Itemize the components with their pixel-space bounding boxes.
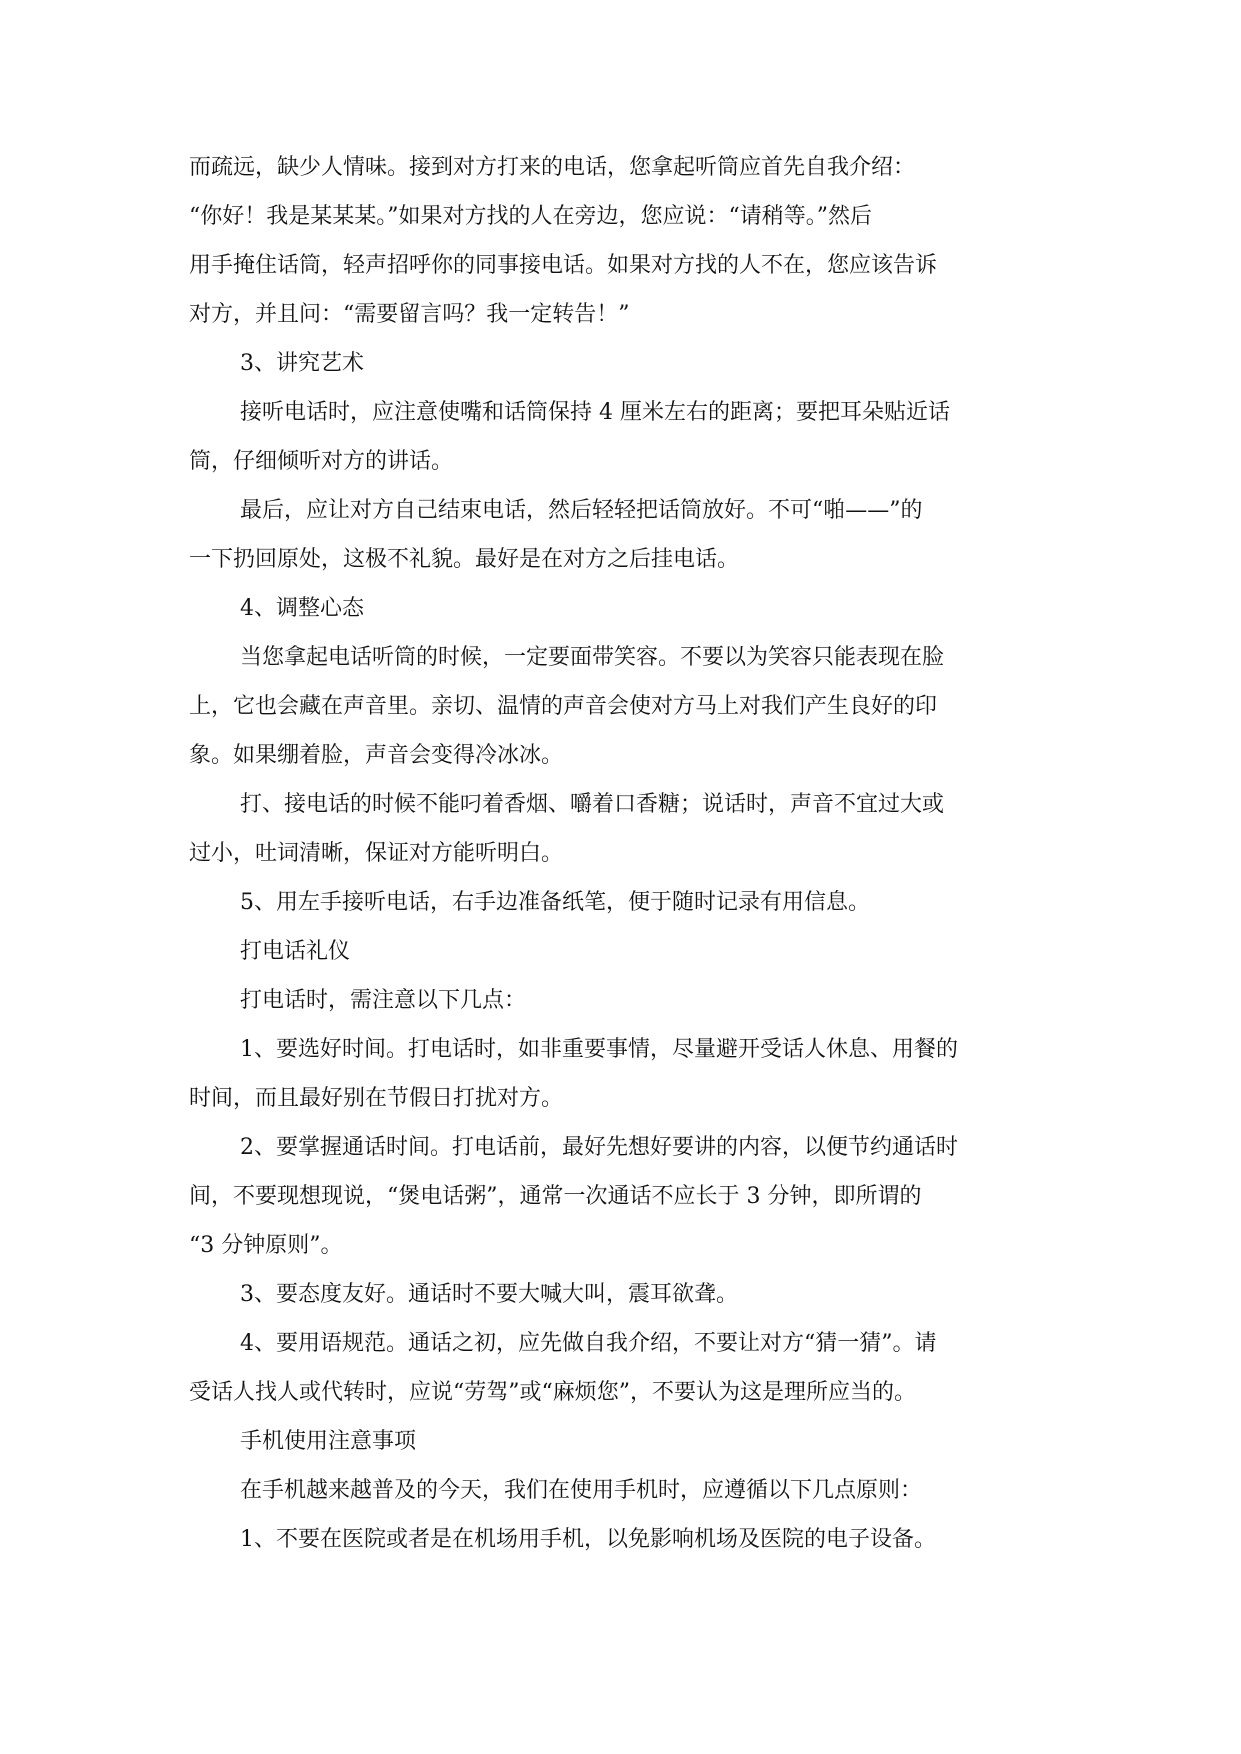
text-line: 一下扔回原处，这极不礼貌。最好是在对方之后挂电话。 [189,547,740,572]
text-line: 4、调整心态 [240,596,364,621]
text-line: 对方，并且问：“需要留言吗？我一定转告！” [189,302,630,327]
text-line: 间，不要现想现说，“煲电话粥”，通常一次通话不应长于 3 分钟，即所谓的 [189,1184,922,1209]
text-line: 3、要态度友好。通话时不要大喊大叫，震耳欲聋。 [240,1282,738,1307]
text-line: 用手掩住话筒，轻声招呼你的同事接电话。如果对方找的人不在，您应该告诉 [189,253,938,278]
text-line: “3 分钟原则”。 [189,1233,343,1258]
text-line: 在手机越来越普及的今天，我们在使用手机时，应遵循以下几点原则： [240,1478,923,1503]
text-line: 手机使用注意事项 [240,1429,417,1454]
text-line: 过小，吐词清晰，保证对方能听明白。 [189,841,564,866]
text-line: 5、用左手接听电话，右手边准备纸笔，便于随时记录有用信息。 [240,890,870,915]
text-line: 时间，而且最好别在节假日打扰对方。 [189,1086,564,1111]
text-line: 受话人找人或代转时，应说“劳驾”或“麻烦您”，不要认为这是理所应当的。 [189,1380,916,1405]
text-line: 打电话时，需注意以下几点： [240,988,527,1013]
text-line: 象。如果绷着脸，声音会变得冷冰冰。 [189,743,564,768]
text-line: 而疏远，缺少人情味。接到对方打来的电话，您拿起听筒应首先自我介绍： [189,155,916,180]
text-line: 接听电话时，应注意使嘴和话筒保持 4 厘米左右的距离；要把耳朵贴近话 [240,400,950,425]
text-line: 1、要选好时间。打电话时，如非重要事情，尽量避开受话人休息、用餐的 [240,1037,958,1062]
text-line: 4、要用语规范。通话之初，应先做自我介绍，不要让对方“猜一猜”。请 [240,1331,937,1356]
text-line: 打电话礼仪 [240,939,351,964]
text-line: 当您拿起电话听筒的时候，一定要面带笑容。不要以为笑容只能表现在脸 [240,645,945,670]
text-line: 筒，仔细倾听对方的讲话。 [189,449,454,474]
document-body [189,143,1059,1564]
text-line: 最后，应让对方自己结束电话，然后轻轻把话筒放好。不可“啪——”的 [240,498,923,523]
text-line: 打、接电话的时候不能叼着香烟、嚼着口香糖；说话时，声音不宜过大或 [240,792,945,817]
text-line: “你好！我是某某某。”如果对方找的人在旁边，您应说：“请稍等。”然后 [189,204,872,229]
text-line: 3、讲究艺术 [240,351,364,376]
text-line: 1、不要在医院或者是在机场用手机，以免影响机场及医院的电子设备。 [240,1527,936,1552]
text-line: 上，它也会藏在声音里。亲切、温情的声音会使对方马上对我们产生良好的印 [189,694,938,719]
text-line: 2、要掌握通话时间。打电话前，最好先想好要讲的内容，以便节约通话时 [240,1135,958,1160]
